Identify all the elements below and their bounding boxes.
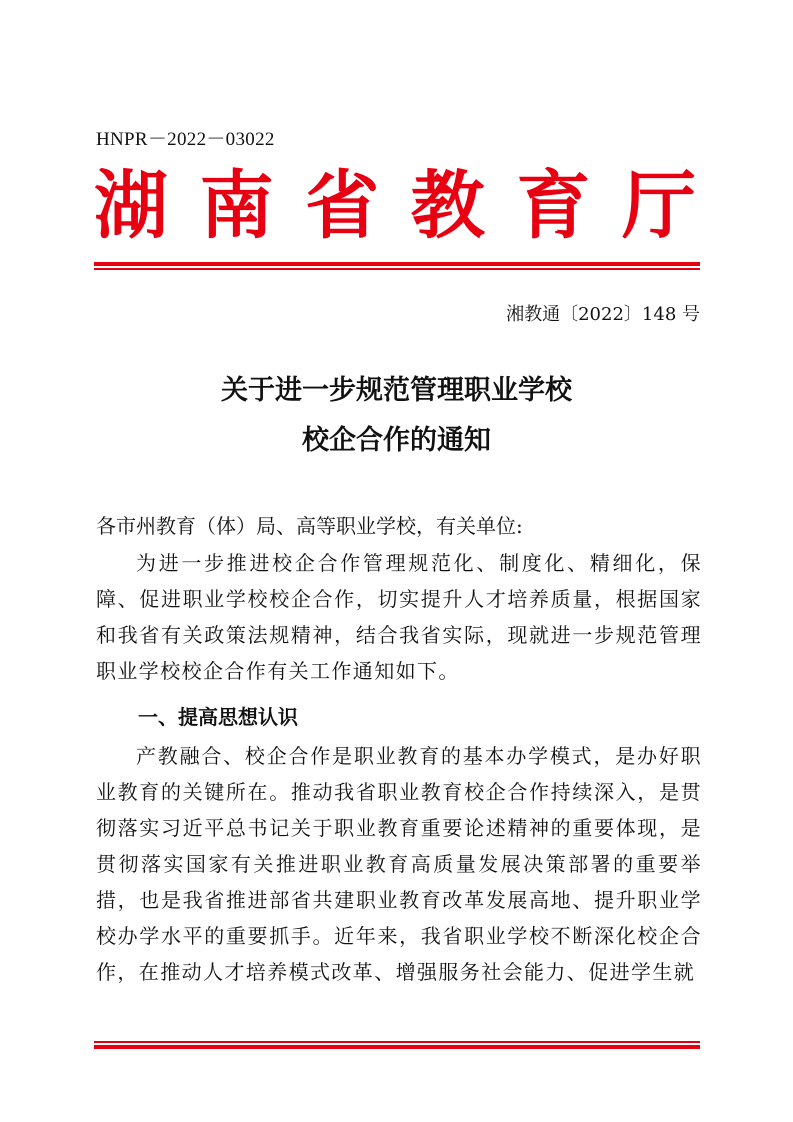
- notice-title-line-1: 关于进一步规范管理职业学校: [221, 375, 572, 406]
- agency-char: 省: [305, 163, 380, 249]
- agency-char: 厅: [621, 163, 696, 249]
- salutation: 各市州教育（体）局、高等职业学校，有关单位:: [96, 514, 523, 538]
- footer-red-rule-thin: [94, 1041, 700, 1043]
- agency-char: 教: [410, 163, 485, 249]
- footer-red-rule-thick: [94, 1045, 700, 1049]
- agency-char: 湖: [94, 163, 168, 249]
- agency-char: 南: [199, 163, 274, 249]
- header-red-rule-thick: [94, 262, 700, 266]
- section-heading-1: 一、提高思想认识: [138, 705, 298, 729]
- agency-char: 育: [516, 163, 591, 249]
- notice-title-line-2: 校企合作的通知: [302, 425, 491, 456]
- header-red-rule-thin: [94, 268, 700, 270]
- document-number: 湘教通〔2022〕148 号: [506, 304, 700, 325]
- body-paragraph-2: 产教融合、校企合作是职业教育的基本办学模式，是办好职业教育的关键所在。推动我省职业教育校企合作持续深入，是贯彻落实习近平总书记关于职业教育重要论述精神的重要体现，是贯彻落实国家有关推进职业教育高质量发展决策部署的重要举措，也是我省推进部省共建职业教育改革发展高地、提升职业学校办学水平的重要抓手。近年来，我省职业学校不断深化校企合作，在推动人才培养模式改革、增强服务社会能力、促进学生就: [96, 744, 702, 984]
- issuing-agency-title: [94, 160, 696, 252]
- document-code: HNPR－2022－03022: [96, 129, 275, 150]
- body-paragraph-1: 为进一步推进校企合作管理规范化、制度化、精细化，保障、促进职业学校校企合作，切实提升人才培养质量，根据国家和我省有关政策法规精神，结合我省实际，现就进一步规范管理职业学校校企合作有关工作通知如下。: [96, 551, 702, 683]
